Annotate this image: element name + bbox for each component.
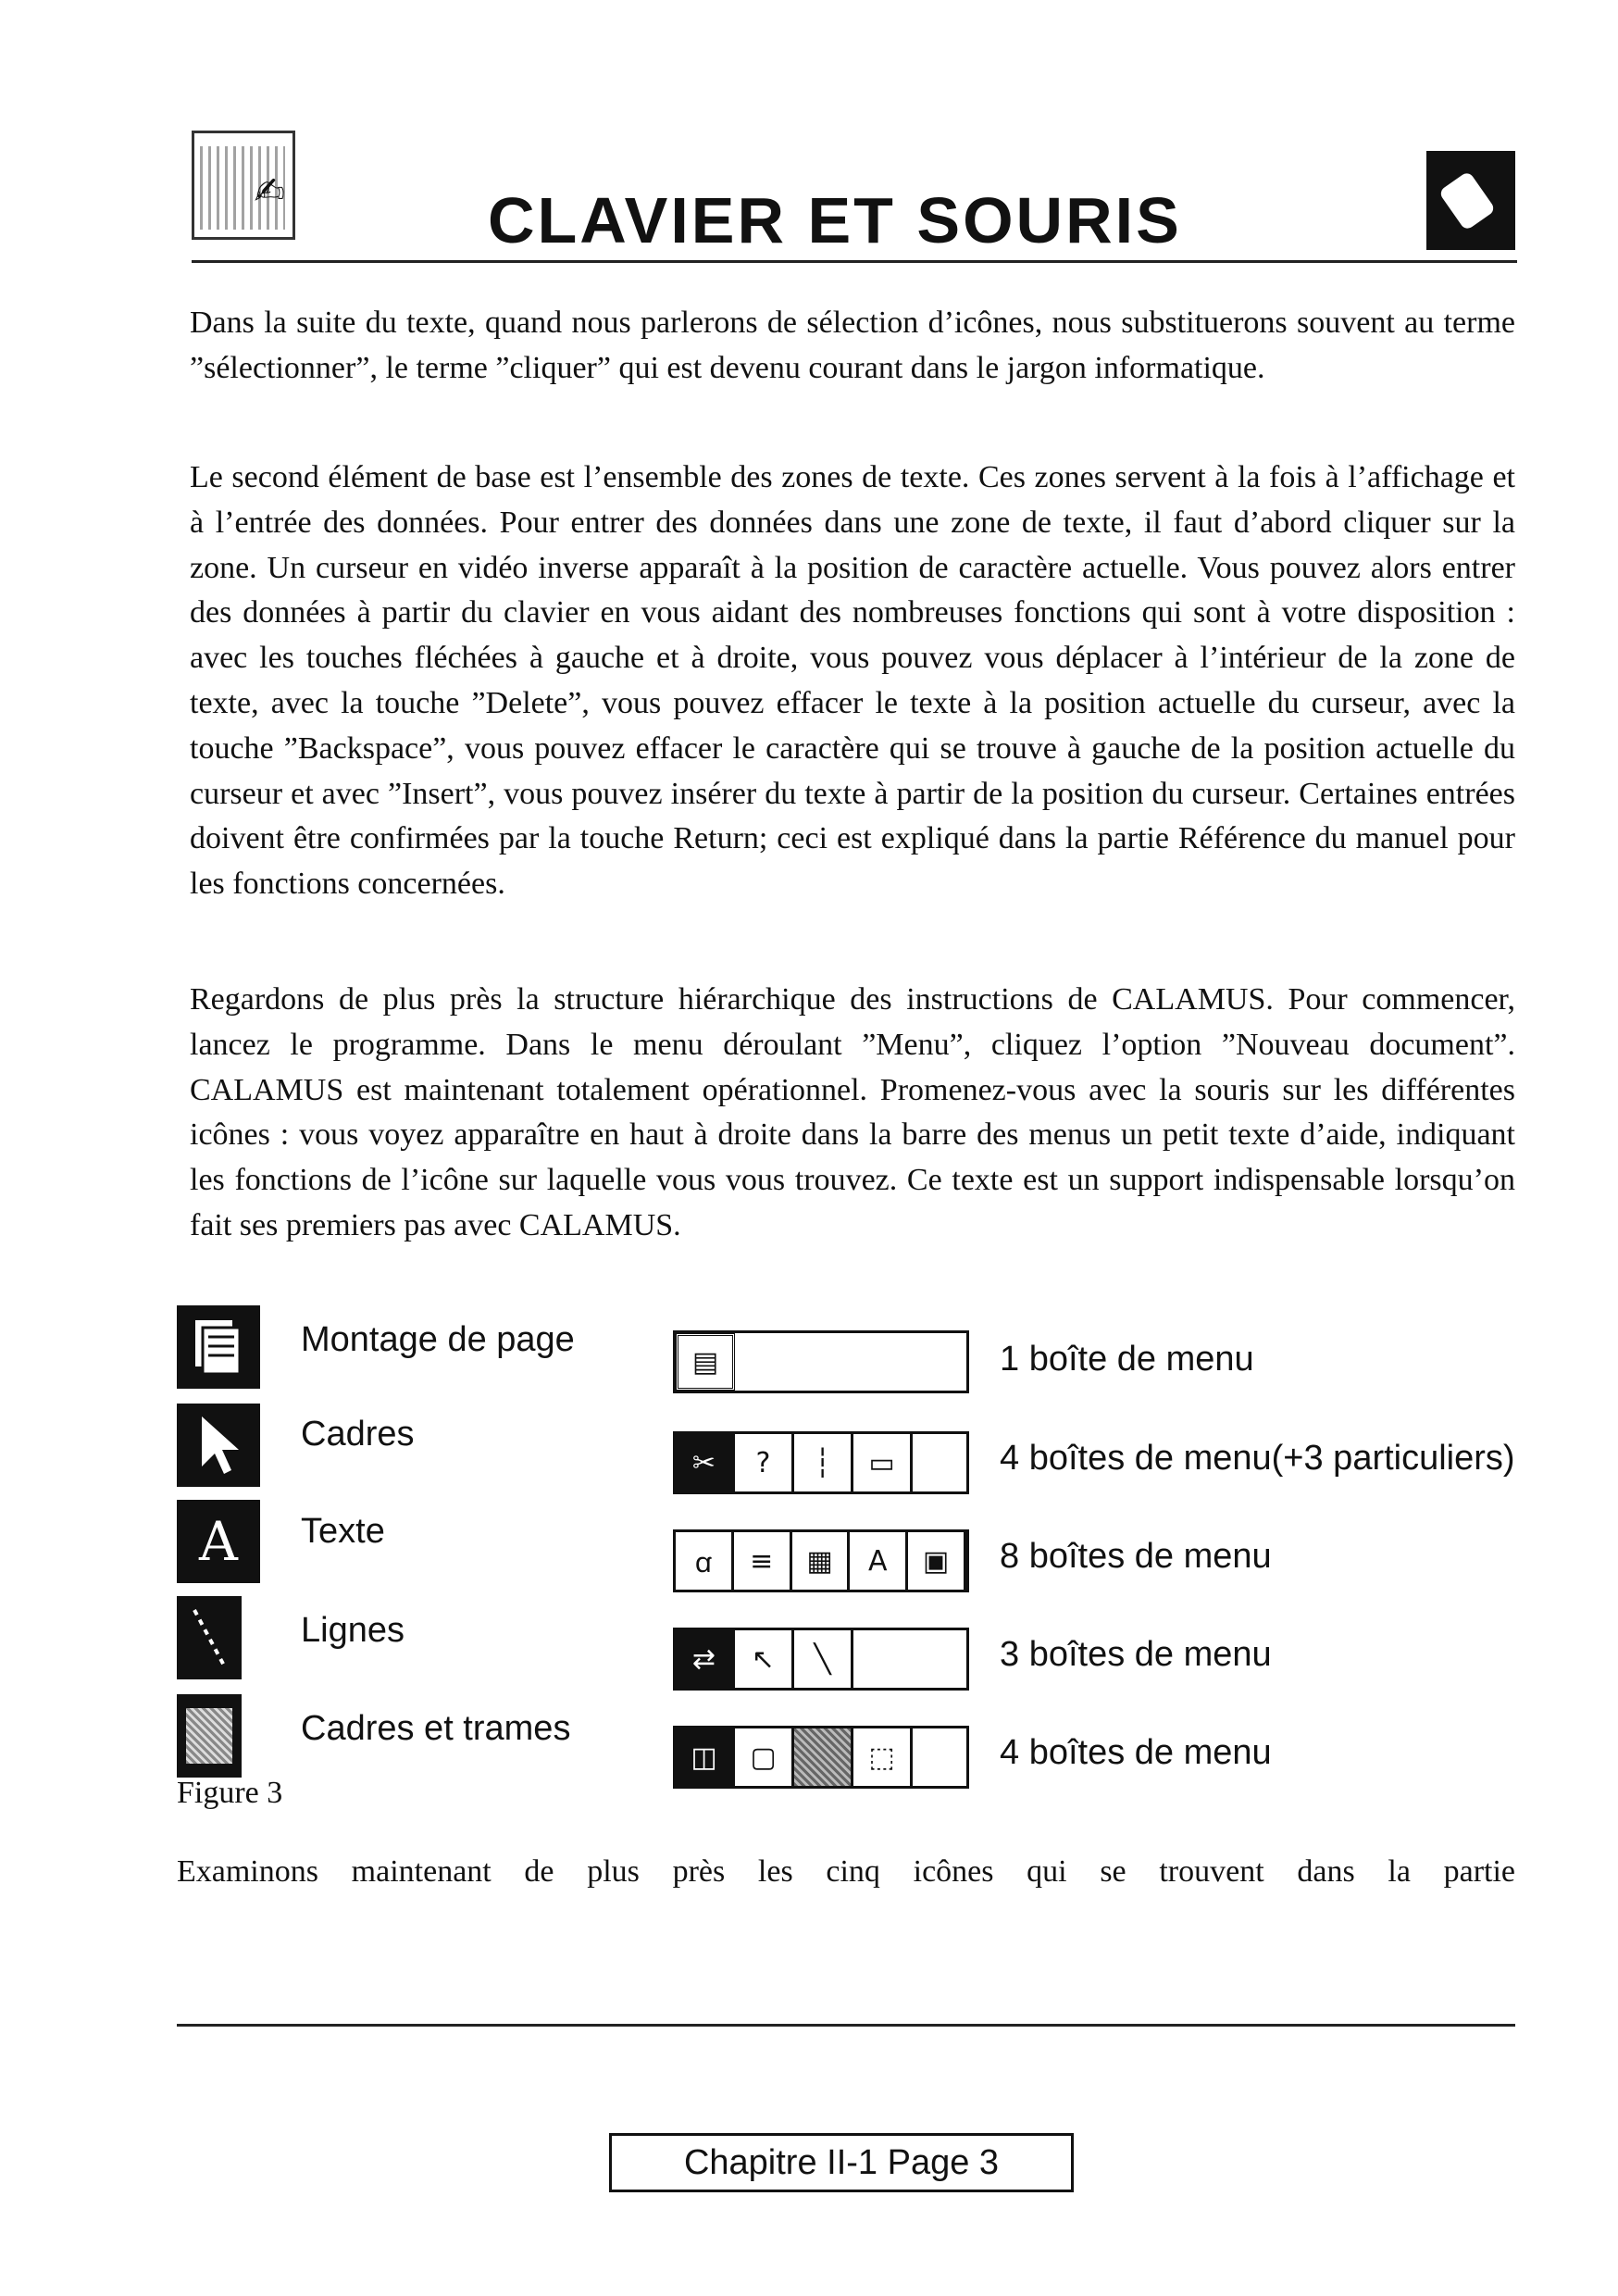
- folder-icon: ▭: [853, 1434, 913, 1491]
- dotted-frame-icon: ┆: [794, 1434, 853, 1491]
- menu-boxes-row-3: [673, 1529, 969, 1592]
- help-icon: ?: [735, 1434, 794, 1491]
- page-layout-icon: ▤: [676, 1333, 735, 1391]
- figure-row-label: Lignes: [301, 1611, 404, 1650]
- paragraph-2: Le second élément de base est l’ensemble des zones de texte. Ces zones servent à la fois à l’affichage et à l’entrée des données. Pour entrer des données dans une zone de texte, il faut d’abord cliquer sur la zone. Un curseur en vidéo inverse apparaît à la position de caractère actuelle. Vous pouvez alors entrer des données à partir du clavier en vous aidant des nombreuses fonctions qui sont à votre disposition : avec les touches fléchées à gauche et à droite, vous pouvez vous déplacer à l’intérieur de la zone de texte, avec la touche ”Delete”, vous pouvez effacer le texte à la position actuelle du curseur, avec la touche ”Backspace”, vous pouvez effacer le caractère qui se trouve à gauche de la position actuelle du curseur et avec ”Insert”, vous pouvez insérer du texte à partir de la position du curseur. Certaines entrées doivent être confirmées par la touche Return; ceci est expliqué dans la partie Référence du manuel pour les fonctions concernées.: [190, 460, 1515, 902]
- keyboard-icon: ✍: [192, 131, 295, 240]
- figure-box-label: 3 boîtes de menu: [1000, 1635, 1272, 1674]
- text-tool-icon: ꭤ: [676, 1532, 734, 1590]
- text-frame-icon: ▣: [908, 1532, 966, 1590]
- arrows-icon: ⇄: [676, 1630, 735, 1688]
- paragraph-3: Regardons de plus près la structure hiérarchique des instructions de CALAMUS. Pour commencer, lancez le programme. Dans le menu déroulant ”Menu”, cliquez l’option ”Nouveau document”. CALAMUS est maintenant totalement opérationnel. Promenez-vous avec la souris sur les différentes icônes : vous voyez apparaître en haut à droite dans la barre des menus un petit texte d’aide, indiquant les fonctions de l’icône sur laquelle vous vous trouvez. Ce texte est un support indispensable lorsqu’on fait ses premiers pas avec CALAMUS.: [190, 982, 1515, 1242]
- menu-boxes-row-1: [673, 1330, 969, 1393]
- paragraph-4: Examinons maintenant de plus près les cinq icônes qui se trouvent dans la partie: [177, 1854, 1515, 1889]
- text-a-icon: A: [177, 1500, 260, 1583]
- figure-row-label: Cadres et trames: [301, 1709, 571, 1748]
- text-style-icon: ▦: [792, 1532, 851, 1590]
- mouse-icon: [1426, 151, 1515, 250]
- figure-box-label: 1 boîte de menu: [1000, 1340, 1254, 1379]
- figure-row-label: Cadres: [301, 1415, 415, 1454]
- spellcheck-icon: ≡: [734, 1532, 792, 1590]
- menu-boxes-row-4: [673, 1628, 969, 1691]
- figure-caption: Figure 3: [177, 1776, 283, 1810]
- header-rule: [192, 260, 1517, 263]
- dotted-square-icon: ⬚: [853, 1728, 913, 1786]
- menu-boxes-row-5: [673, 1726, 969, 1789]
- page-title: CLAVIER ET SOURIS: [488, 184, 1182, 256]
- raster-icon: [794, 1728, 853, 1786]
- line-pen-icon: ↖: [735, 1630, 794, 1688]
- figure-box-label: 4 boîtes de menu(+3 particuliers): [1000, 1439, 1515, 1478]
- lines-icon: [177, 1596, 242, 1679]
- figure-box-label: 8 boîtes de menu: [1000, 1537, 1272, 1576]
- figure-row-label: Montage de page: [301, 1320, 575, 1359]
- diagonal-line-icon: ╲: [794, 1630, 853, 1688]
- paragraph-1: Dans la suite du texte, quand nous parlerons de sélection d’icônes, nous substituerons souvent au terme ”sélectionner”, le terme ”cliquer” qui est devenu courant dans le jargon informatique.: [190, 306, 1515, 385]
- figure-row-label: Texte: [301, 1512, 385, 1551]
- scissors-icon: ✂: [676, 1434, 735, 1491]
- raster-frame-icon: [177, 1694, 242, 1778]
- footer-rule: [177, 2024, 1515, 2027]
- shapes-icon: ◫: [676, 1728, 735, 1786]
- figure-box-label: 4 boîtes de menu: [1000, 1733, 1272, 1772]
- page-number-box: Chapitre II-1 Page 3: [609, 2133, 1074, 2192]
- slanted-a-icon: A: [850, 1532, 908, 1590]
- menu-boxes-row-2: [673, 1431, 969, 1494]
- square-frame-icon: ▢: [735, 1728, 794, 1786]
- arrow-pointer-icon: [177, 1404, 260, 1487]
- page-layout-icon: [177, 1305, 260, 1389]
